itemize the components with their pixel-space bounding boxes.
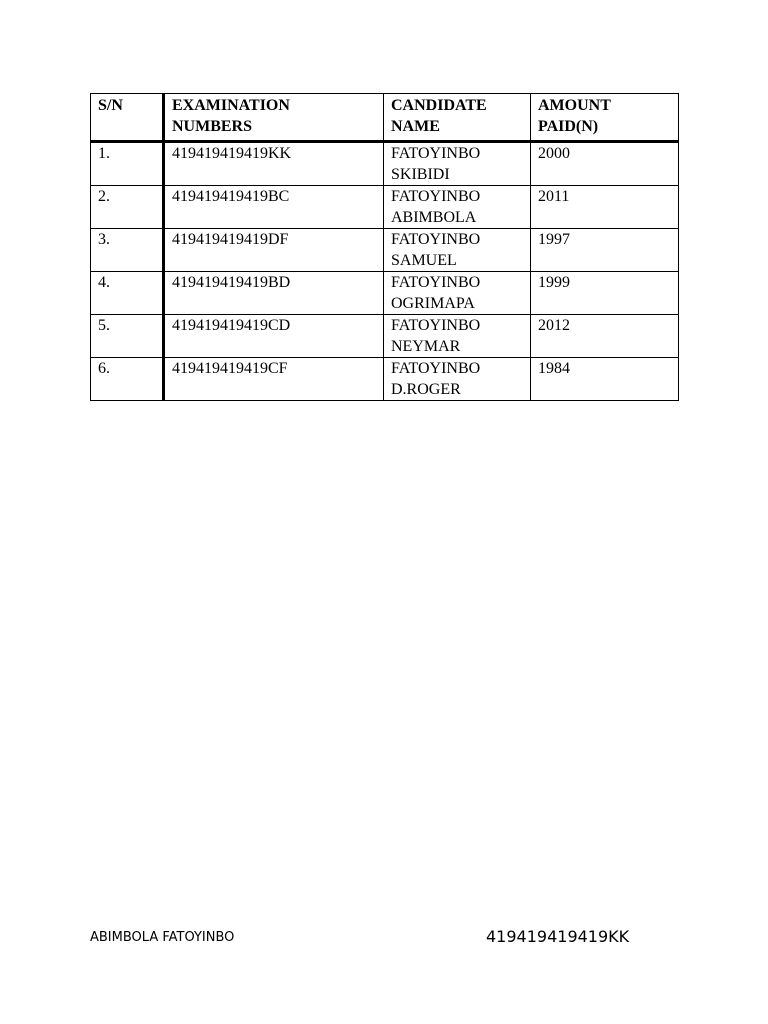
candidate-surname: FATOYINBO [391,274,481,291]
cell-exam-number: 419419419419BD [164,272,384,315]
cell-candidate-name [384,272,531,315]
candidate-surname: FATOYINBO [391,188,481,205]
candidate-surname: FATOYINBO [391,231,481,248]
footer-exam-number: 419419419419KK [486,927,630,946]
cell-amount: 2012 [531,315,679,358]
cell-candidate-name [384,358,531,401]
header-name-line2: NAME [391,118,440,135]
table-header [91,94,679,142]
footer-name: ABIMBOLA FATOYINBO [90,930,235,945]
cell-amount: 1997 [531,229,679,272]
candidate-given-name: ABIMBOLA [391,209,477,226]
cell-sn: 1. [91,142,164,186]
candidate-given-name: NEYMAR [391,338,461,355]
header-exam-line1: EXAMINATION [172,97,290,114]
cell-amount: 1999 [531,272,679,315]
cell-candidate-name [384,186,531,229]
table-row [91,229,679,272]
header-amount-paid [531,94,679,142]
header-sn-text: S/N [98,97,123,114]
cell-exam-number: 419419419419DF [164,229,384,272]
cell-amount: 1984 [531,358,679,401]
table-row [91,272,679,315]
candidate-surname: FATOYINBO [391,317,481,334]
header-exam-line2: NUMBERS [172,118,253,135]
header-name-line1: CANDIDATE [391,97,487,114]
cell-sn: 2. [91,186,164,229]
cell-exam-number: 419419419419KK [164,142,384,186]
header-row [91,94,679,142]
candidates-table [90,93,679,401]
cell-candidate-name [384,142,531,186]
table-row [91,142,679,186]
candidate-given-name: OGRIMAPA [391,295,475,312]
candidate-given-name: D.ROGER [391,381,461,398]
candidate-given-name: SAMUEL [391,252,457,269]
cell-exam-number: 419419419419CF [164,358,384,401]
header-candidate-name [384,94,531,142]
table-row [91,315,679,358]
cell-sn: 3. [91,229,164,272]
header-amount-line2: PAID(N) [538,118,599,135]
candidate-given-name: SKIBIDI [391,166,450,183]
cell-sn: 5. [91,315,164,358]
cell-candidate-name [384,229,531,272]
header-amount-line1: AMOUNT [538,97,611,114]
table-row [91,358,679,401]
table-body [91,142,679,401]
cell-exam-number: 419419419419BC [164,186,384,229]
table-row [91,186,679,229]
candidate-surname: FATOYINBO [391,360,481,377]
cell-amount: 2011 [531,186,679,229]
header-examination-numbers [164,94,384,142]
header-sn [91,94,164,142]
cell-candidate-name [384,315,531,358]
candidate-surname: FATOYINBO [391,145,481,162]
cell-sn: 6. [91,358,164,401]
cell-amount: 2000 [531,142,679,186]
cell-exam-number: 419419419419CD [164,315,384,358]
cell-sn: 4. [91,272,164,315]
